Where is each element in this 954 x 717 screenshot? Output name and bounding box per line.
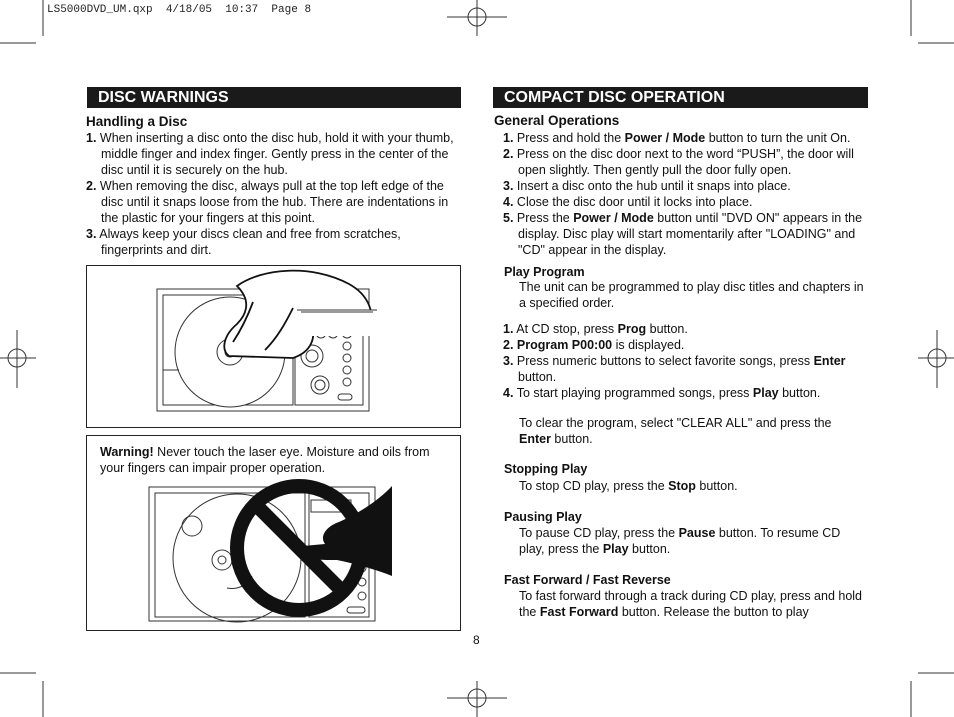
- page-number: 8: [473, 633, 480, 647]
- laser-eye-warning-drawing: [87, 436, 460, 630]
- hand-inserting-disc-drawing: [87, 266, 460, 427]
- general-operations-heading: General Operations: [494, 113, 620, 128]
- fast-forward-text: To fast forward through a track during CD play, press and hold the Fast Forward button. Release the button to play: [519, 589, 862, 619]
- warning-label: Warning!: [100, 445, 154, 459]
- list-item: 1. At CD stop, press Prog button.: [503, 322, 688, 336]
- list-item: 3. Insert a disc onto the hub until it snaps into place.: [503, 179, 791, 193]
- play-program-list: [503, 321, 875, 401]
- clear-program-text: To clear the program, select "CLEAR ALL" and press the Enter button.: [519, 416, 832, 446]
- disc-insert-illustration: [86, 265, 461, 428]
- pausing-play-heading: Pausing Play: [504, 510, 582, 524]
- list-item: 4. Close the disc door until it locks into place.: [503, 195, 753, 209]
- list-item: 4. To start playing programmed songs, press Play button.: [503, 386, 821, 400]
- list-item: 1. Press and hold the Power / Mode button to turn the unit On.: [503, 131, 851, 145]
- general-operations-list: [503, 130, 875, 258]
- file-slug: LS5000DVD_UM.qxp 4/18/05 10:37 Page 8: [47, 4, 312, 16]
- play-program-heading: Play Program: [504, 265, 585, 279]
- list-item: 2. When removing the disc, always pull at the top left edge of the disc until it snaps loose from the hub. There are indentations in the plastic for your fingers at this point.: [86, 179, 449, 225]
- list-item: 2. Program P00:00 is displayed.: [503, 338, 685, 352]
- list-item: 5. Press the Power / Mode button until "DVD ON" appears in the display. Disc play will start momentarily after "LOADING" and "CD" appear in the display.: [503, 211, 863, 257]
- list-item: 1. When inserting a disc onto the disc hub, hold it with your thumb, middle finger and index finger. Gently press in the center of the disc until it is securely on the hub.: [86, 131, 454, 177]
- warning-text: Warning! Never touch the laser eye. Moisture and oils from your fingers can impair proper operation.: [100, 445, 430, 475]
- list-item: 2. Press on the disc door next to the word “PUSH”, the door will open slightly. Then gently pull the door fully open.: [503, 147, 854, 177]
- disc-warnings-title: DISC WARNINGS: [87, 87, 461, 108]
- list-item: 3. Press numeric buttons to select favorite songs, press Enter button.: [503, 354, 846, 384]
- pausing-play-text: To pause CD play, press the Pause button. To resume CD play, press the Play button.: [519, 526, 841, 556]
- handling-list: [86, 130, 464, 258]
- stopping-play-heading: Stopping Play: [504, 462, 588, 476]
- list-item: 3. Always keep your discs clean and free from scratches, fingerprints and dirt.: [86, 227, 401, 257]
- play-program-text: The unit can be programmed to play disc titles and chapters in a specified order.: [519, 280, 864, 310]
- handling-heading: Handling a Disc: [86, 114, 188, 129]
- fast-forward-heading: Fast Forward / Fast Reverse: [504, 573, 671, 587]
- stopping-play-text: To stop CD play, press the Stop button.: [519, 479, 738, 493]
- compact-disc-operation-title: COMPACT DISC OPERATION: [493, 87, 868, 108]
- warning-box: [86, 435, 461, 631]
